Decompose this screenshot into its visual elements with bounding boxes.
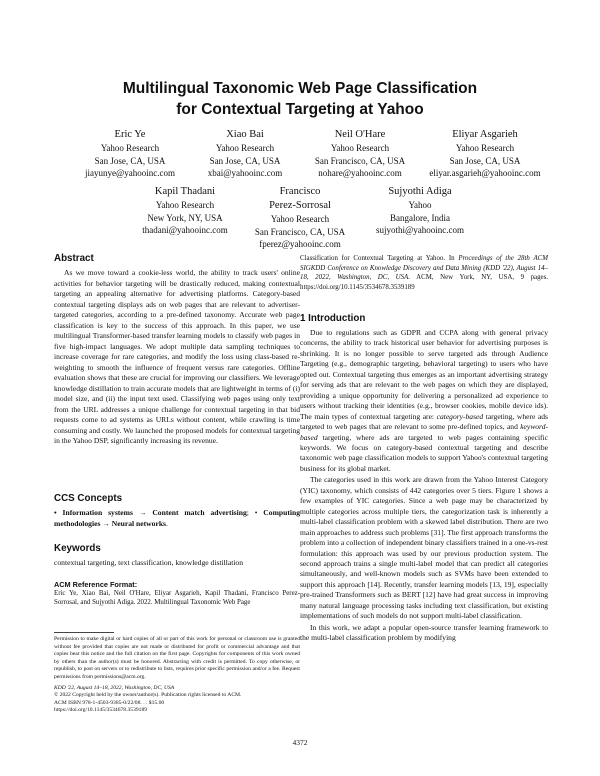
- author-email: jiayunye@yahooinc.com: [84, 168, 175, 178]
- author-block: [420, 128, 550, 180]
- author-block: [300, 128, 420, 180]
- keywords-heading: Keywords: [54, 543, 101, 554]
- author-email: fperez@yahooinc.com: [259, 239, 341, 249]
- ccs-term: Computing methodologies: [54, 508, 301, 528]
- keywords-section: [54, 542, 300, 569]
- title-line-1: Multilingual Taxonomic Web Page Classification: [122, 80, 478, 97]
- acm-reference: [54, 580, 300, 608]
- ccs-arrow: →: [132, 508, 153, 517]
- author-name: Xiao Bai: [226, 129, 264, 140]
- ccs-term: • Information systems: [54, 508, 133, 517]
- acm-ref-plain: ACM, New York, NY, USA, 9 pages. https://doi.org/10.1145/3534678.3539189: [300, 274, 549, 291]
- author-email: nohare@yahooinc.com: [318, 168, 402, 178]
- conf-line: ACM ISBN 978-1-4503-9385-0/22/08. . . $15.00: [54, 699, 165, 706]
- author-email: sujyothi@yahooinc.com: [375, 225, 465, 235]
- permission-footnote: [54, 636, 300, 715]
- intro-paragraph: [300, 328, 548, 474]
- author-org: Yahoo Research: [330, 143, 390, 153]
- author-org: Yahoo Research: [270, 214, 330, 224]
- author-block: [240, 185, 360, 251]
- ccs-term: Neural networks: [111, 518, 167, 528]
- author-block: [130, 185, 240, 237]
- conf-line: © 2022 Copyright held by the owner/author(s). Publication rights licensed to ACM.: [54, 692, 242, 699]
- author-location: San Francisco, CA, USA: [314, 155, 406, 166]
- page-number: 4372: [292, 738, 308, 747]
- author-email: xbai@yahooinc.com: [207, 168, 283, 178]
- paper-title: [0, 78, 600, 120]
- author-block: [190, 128, 300, 180]
- ccs-section: [54, 492, 300, 529]
- acm-ref-text: Eric Ye, Xiao Bai, Neil O'Hare, Eliyar Asgarieh, Kapil Thadani, Francisco Perez-Sorrosal, and Sujyothi Adiga. 2022. Multilingual Taxonomic Web Page: [54, 590, 300, 607]
- author-org: Yahoo Research: [100, 143, 160, 153]
- author-name: Francisco: [279, 186, 321, 197]
- intro-heading: 1 Introduction: [300, 313, 366, 324]
- footnote-rule: [54, 632, 114, 633]
- author-location: Bangalore, India: [390, 212, 450, 223]
- author-name: Eric Ye: [114, 129, 146, 140]
- intro-paragraph: The categories used in this work are drawn from the Yahoo Interest Category (YIC) taxonomy, which consists of 442 categories over 5 tiers. Figure 1 shows a few examples of YIC categories. Since a web page may be characterized by multiple categories across multiple tiers, the categorization task is inherently a multi-label classification problem with a skewed label distribution. There are two main approaches to address such problems [31]. The first approach transforms the problem into a collection of independent binary classifiers trained in a one-vs-rest formulation: this approach was used by our previous production system. The second approach trains a single multi-label model that can predict all categories simultaneously, and well-known models such as SVMs have been extended to support this approach [14]. Recently, transfer learning models [13, 19], especially pre-trained Transformers such as BERT [12] have had great success in improving many natural language processing tasks including text classification, but existing implementations of such models do not support multi-label classification.: [300, 475, 548, 621]
- introduction-section: [300, 312, 548, 644]
- acm-reference-continued: [300, 254, 548, 292]
- acm-ref-plain: Classification for Contextual Targeting at Yahoo. In: [300, 255, 459, 262]
- keywords-text: contextual targeting, text classification, knowledge distillation: [54, 558, 244, 567]
- ccs-end: .: [166, 518, 168, 528]
- author-email: thadani@yahooinc.com: [142, 225, 228, 235]
- author-org: Yahoo Research: [215, 143, 275, 153]
- intro-emphasis: category-based: [436, 411, 484, 421]
- author-name: Eliyar Asgarieh: [452, 129, 518, 140]
- author-org: Yahoo Research: [455, 143, 515, 153]
- ccs-arrow: →: [100, 518, 112, 528]
- abstract-heading: Abstract: [54, 253, 94, 264]
- ccs-text: [54, 508, 300, 529]
- abstract-text: As we move toward a cookie-less world, the ability to track users' online activities for behavior targeting will be drastically reduced, making contextual targeting an appealing alternative for advertising platforms. Category-based contextual targeting displays ads on web pages that are relevant to advertiser-targeted categories, according to a pre-defined taxonomy. Accurate web page classification is key to the success of this approach. In this paper, we use multilingual Transformer-based transfer learning models to classify web pages in five high-impact languages. We adopt multiple data sampling techniques to increase coverage for rare categories, and modify the loss using class-based re-weighting to smooth the influence of frequent versus rare categories. Offline evaluation shows that these are crucial for improving our classifiers. We leverage knowledge distillation to train accurate models that are lightweight in terms of (i) model size, and (ii) the input text used. Classifying web pages using only text from the URL addresses a unique challenge for contextual targeting in that bid requests come to ad systems as URLs without content, while crawling is time consuming and costly. We launched the proposed models for contextual targeting in the Yahoo DSP, significantly increasing its revenue.: [54, 268, 300, 445]
- author-email: eliyar.asgarieh@yahooinc.com: [429, 168, 541, 178]
- intro-text: targeting, where ads are targeted to web pages containing specific keywords. We focus on category-based contextual targeting and describe taxonomic web page classification models to support Yahoo's contextual targeting business for its global market.: [300, 432, 548, 473]
- author-location: San Jose, CA, USA: [209, 155, 281, 166]
- author-org: Yahoo: [408, 200, 432, 210]
- author-name: Kapil Thadani: [154, 186, 216, 197]
- acm-ref-text-continued: [300, 254, 548, 292]
- conf-line: https://doi.org/10.1145/3534678.3539189: [54, 707, 148, 714]
- author-org: Yahoo Research: [155, 200, 215, 210]
- author-location: San Francisco, CA, USA: [254, 226, 346, 237]
- author-name: Neil O'Hare: [334, 129, 386, 140]
- author-location: San Jose, CA, USA: [449, 155, 521, 166]
- ccs-separator: ; •: [246, 508, 264, 517]
- author-name: Sujyothi Adiga: [388, 186, 452, 197]
- author-location: New York, NY, USA: [147, 212, 223, 223]
- intro-paragraph: In this work, we adapt a popular open-source transfer learning framework to the multi-label classification problem by modifying: [300, 622, 548, 643]
- ccs-heading: CCS Concepts: [54, 493, 123, 504]
- ccs-term: Content match advertising: [152, 508, 247, 517]
- acm-ref-heading: ACM Reference Format:: [54, 580, 138, 589]
- title-line-2: for Contextual Targeting at Yahoo: [176, 101, 424, 118]
- conference-info: [54, 685, 300, 715]
- author-block: [360, 185, 480, 237]
- author-location: San Jose, CA, USA: [94, 155, 166, 166]
- permission-text: Permission to make digital or hard copies of all or part of this work for personal or classroom use is granted without fee provided that copies are not made or distributed for profit or commercial advantage and that copies bear this notice and the full citation on the first page. Copyrights for components of this work owned by others than the author(s) must be honored. Abstracting with credit is permitted. To copy otherwise, or republish, to post on servers or to redistribute to lists, requires prior specific permission and/or a fee. Request permissions from permissions@acm.org.: [54, 636, 300, 680]
- conf-line: KDD '22, August 14–18, 2022, Washington, DC, USA: [54, 684, 175, 691]
- author-name-continued: Perez-Sorrosal: [269, 200, 331, 211]
- intro-emphasis: keyword-based: [300, 422, 548, 442]
- acm-ref-venue: Proceedings of the 28th ACM SIGKDD Conference on Knowledge Discovery and Data Mining (KDD '22), August 14–18, 2022, Washington, DC, USA.: [300, 255, 549, 282]
- intro-text: Due to regulations such as GDPR and CCPA along with general privacy concerns, the ability to track historical user behavior for advertising purposes is shrinking. It is no longer possible to serve targeted ads through Audience Targeting (e.g., demographic targeting, behavioral targeting) to users who have opted out. Contextual targeting thus emerges as an important advertising strategy for serving ads that are relevant to the web pages on which they are displayed, providing a unique opportunity for delivering a personalized ad experience to users without tracking their identities (e.g., browser cookies, mobile device ids). The main types of contextual targeting are:: [300, 328, 548, 421]
- author-block: [80, 128, 180, 180]
- abstract-section: [54, 252, 300, 447]
- intro-text: targeting, where ads targeted to web pages that are relevant to some pre-defined topics, and: [300, 411, 548, 432]
